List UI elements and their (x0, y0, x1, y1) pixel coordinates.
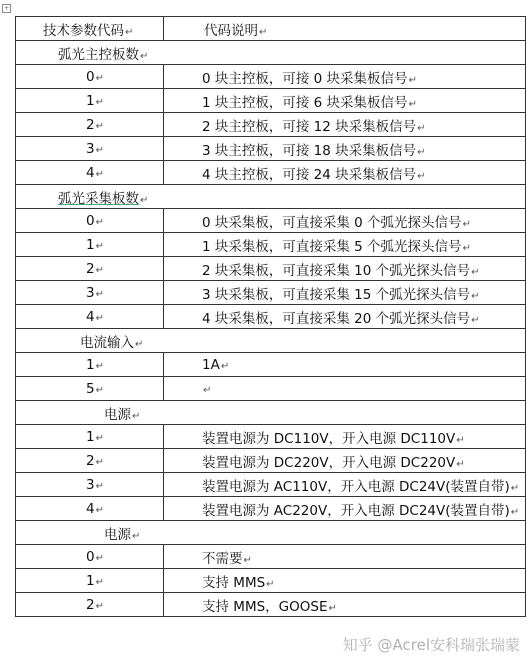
watermark: 知乎 @Acrel安科瑞张瑞蒙 (342, 636, 520, 654)
parameter-code-table (15, 16, 526, 617)
header-code-cell: 技术参数代码↵ (16, 17, 164, 41)
table-row (16, 353, 526, 377)
section-row (16, 329, 526, 353)
section-title-text: 弧光采集板数 (58, 190, 139, 207)
section-title: 电源↵ (16, 401, 526, 425)
code-cell: 1↵ (16, 233, 164, 257)
table-row (16, 449, 526, 473)
section-title-text: 电源 (104, 526, 131, 543)
code-cell: 2↵ (16, 113, 164, 137)
code-cell: 3↵ (16, 137, 164, 161)
code-cell: 0↵ (16, 209, 164, 233)
table-row (16, 569, 526, 593)
table-body (16, 17, 526, 617)
section-title: 弧光采集板数↵ (16, 185, 526, 209)
section-title-text: 弧光主控板数 (58, 46, 139, 63)
table-row (16, 425, 526, 449)
description-cell: 2 块主控板，可接 12 块采集板信号↵ (164, 113, 526, 137)
table-row (16, 65, 526, 89)
code-cell: 1↵ (16, 353, 164, 377)
description-cell: 2 块采集板，可直接采集 10 个弧光探头信号↵ (164, 257, 526, 281)
description-cell: 1 块主控板，可接 6 块采集板信号↵ (164, 89, 526, 113)
table-row (16, 281, 526, 305)
table-row (16, 89, 526, 113)
code-cell: 5↵ (16, 377, 164, 401)
code-cell: 2↵ (16, 449, 164, 473)
code-cell: 2↵ (16, 257, 164, 281)
description-cell: 装置电源为 DC110V，开入电源 DC110V↵ (164, 425, 526, 449)
code-cell: 0↵ (16, 545, 164, 569)
table-row (16, 593, 526, 617)
description-cell: 支持 MMS↵ (164, 569, 526, 593)
code-cell: 4↵ (16, 497, 164, 521)
code-cell: 0↵ (16, 65, 164, 89)
code-cell: 1↵ (16, 425, 164, 449)
section-title: 电流输入↵ (16, 329, 526, 353)
description-cell: 3 块主控板，可接 18 块采集板信号↵ (164, 137, 526, 161)
header-desc-cell: 代码说明↵ (164, 17, 526, 41)
table-header-row (16, 17, 526, 41)
section-title: 弧光主控板数↵ (16, 41, 526, 65)
table-row (16, 233, 526, 257)
table-row (16, 497, 526, 521)
description-cell: 装置电源为 AC110V，开入电源 DC24V(装置自带)↵ (164, 473, 526, 497)
code-cell: 4↵ (16, 305, 164, 329)
code-cell: 4↵ (16, 161, 164, 185)
code-cell: 3↵ (16, 473, 164, 497)
section-row (16, 41, 526, 65)
section-title-text: 电流输入 (80, 334, 134, 351)
section-title: 电源↵ (16, 521, 526, 545)
code-cell: 1↵ (16, 89, 164, 113)
description-cell: 装置电源为 DC220V，开入电源 DC220V↵ (164, 449, 526, 473)
description-cell: 4 块采集板，可直接采集 20 个弧光探头信号↵ (164, 305, 526, 329)
code-cell: 2↵ (16, 593, 164, 617)
description-cell: 1 块采集板，可直接采集 5 个弧光探头信号↵ (164, 233, 526, 257)
table-row (16, 113, 526, 137)
section-title-text: 电源 (104, 406, 131, 423)
description-cell: 0 块采集板，可直接采集 0 个弧光探头信号↵ (164, 209, 526, 233)
table-row (16, 305, 526, 329)
anchor-icon: + (3, 5, 10, 12)
table-row (16, 209, 526, 233)
section-row (16, 401, 526, 425)
section-row (16, 185, 526, 209)
description-cell: 0 块主控板，可接 0 块采集板信号↵ (164, 65, 526, 89)
description-cell: 3 块采集板，可直接采集 15 个弧光探头信号↵ (164, 281, 526, 305)
description-cell: 不需要↵ (164, 545, 526, 569)
table-row (16, 473, 526, 497)
table-row (16, 377, 526, 401)
section-row (16, 521, 526, 545)
table-row (16, 137, 526, 161)
table-row (16, 257, 526, 281)
description-cell: 支持 MMS，GOOSE↵ (164, 593, 526, 617)
description-cell: 1A↵ (164, 353, 526, 377)
code-cell: 3↵ (16, 281, 164, 305)
table-row (16, 545, 526, 569)
description-cell: 装置电源为 AC220V，开入电源 DC24V(装置自带)↵ (164, 497, 526, 521)
description-cell: ↵ (164, 377, 526, 401)
table-row (16, 161, 526, 185)
description-cell: 4 块主控板，可接 24 块采集板信号↵ (164, 161, 526, 185)
code-cell: 1↵ (16, 569, 164, 593)
